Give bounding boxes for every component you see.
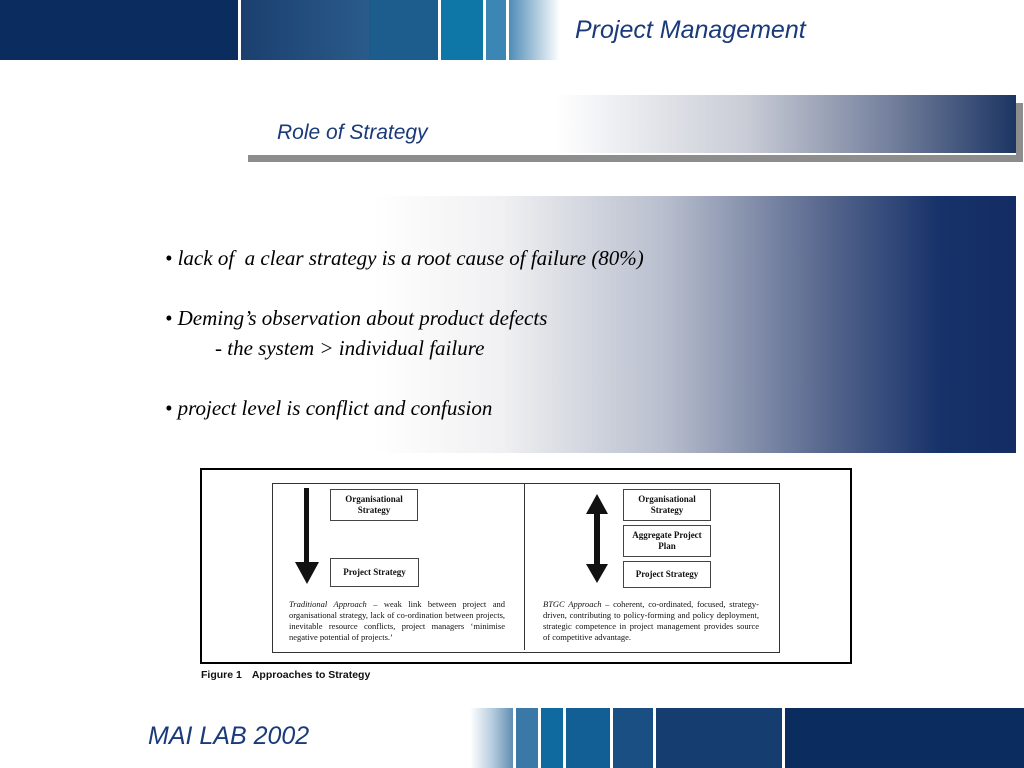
figure-caption-text: Approaches to Strategy (251, 669, 371, 681)
bullet-list (165, 243, 644, 423)
approach-name: BTGC Approach (543, 599, 602, 609)
banner-stripe (613, 708, 653, 768)
section-header-shadow (248, 155, 1023, 162)
banner-divider (506, 0, 509, 60)
down-arrow-icon (294, 488, 320, 586)
section-header-shadow (1016, 103, 1023, 162)
banner-divider (782, 708, 785, 768)
spacer (165, 363, 644, 393)
aggregate-project-plan-box: Aggregate Project Plan (623, 525, 711, 557)
bullet-item: • lack of a clear strategy is a root cause of failure (80%) (165, 246, 644, 270)
banner-stripe (486, 0, 506, 60)
banner-divider (563, 708, 566, 768)
figure-divider (524, 484, 525, 650)
approach-description: – weak link between project and organisational strategy, lack of co-ordination between projects, inevitable resource conflicts, project managers ‘minimise negative potential of projects.’ (289, 599, 505, 642)
banner-stripe (566, 708, 610, 768)
banner-stripe (241, 0, 369, 60)
app-title: Project Management (575, 16, 806, 44)
footer-label: MAI LAB 2002 (148, 722, 310, 750)
double-arrow-icon (585, 494, 609, 584)
banner-stripe (0, 0, 238, 60)
project-strategy-box: Project Strategy (330, 558, 419, 587)
banner-stripe (441, 0, 483, 60)
organisational-strategy-box: Organisational Strategy (330, 489, 418, 521)
bullet-item: • Deming’s observation about product defects (165, 306, 548, 330)
banner-divider (483, 0, 486, 60)
approach-description: – coherent, co-ordinated, focused, strategy-driven, contributing to policy-forming and policy deployment, strategic competence in project management provides source of competitive advantage. (543, 599, 759, 642)
banner-divider (653, 708, 656, 768)
traditional-approach-text (289, 599, 505, 643)
bottom-banner (470, 708, 1024, 768)
banner-divider (513, 708, 516, 768)
figure-caption (201, 669, 370, 681)
banner-stripe (785, 708, 1024, 768)
organisational-strategy-box: Organisational Strategy (623, 489, 711, 521)
bullet-item: • project level is conflict and confusion (165, 396, 493, 420)
banner-stripe (516, 708, 538, 768)
project-strategy-box: Project Strategy (623, 561, 711, 588)
bullet-subitem: - the system > individual failure (215, 336, 485, 360)
banner-stripe (370, 0, 438, 60)
section-title: Role of Strategy (277, 121, 428, 144)
banner-stripe (541, 708, 563, 768)
figure-number: Figure 1 (201, 669, 242, 681)
top-banner (0, 0, 560, 60)
banner-divider (610, 708, 613, 768)
banner-divider (238, 0, 241, 60)
banner-stripe (656, 708, 782, 768)
approach-name: Traditional Approach (289, 599, 367, 609)
spacer (165, 273, 644, 303)
banner-divider (538, 708, 541, 768)
banner-stripe (509, 0, 560, 60)
banner-divider (438, 0, 441, 60)
btgc-approach-text (543, 599, 759, 643)
